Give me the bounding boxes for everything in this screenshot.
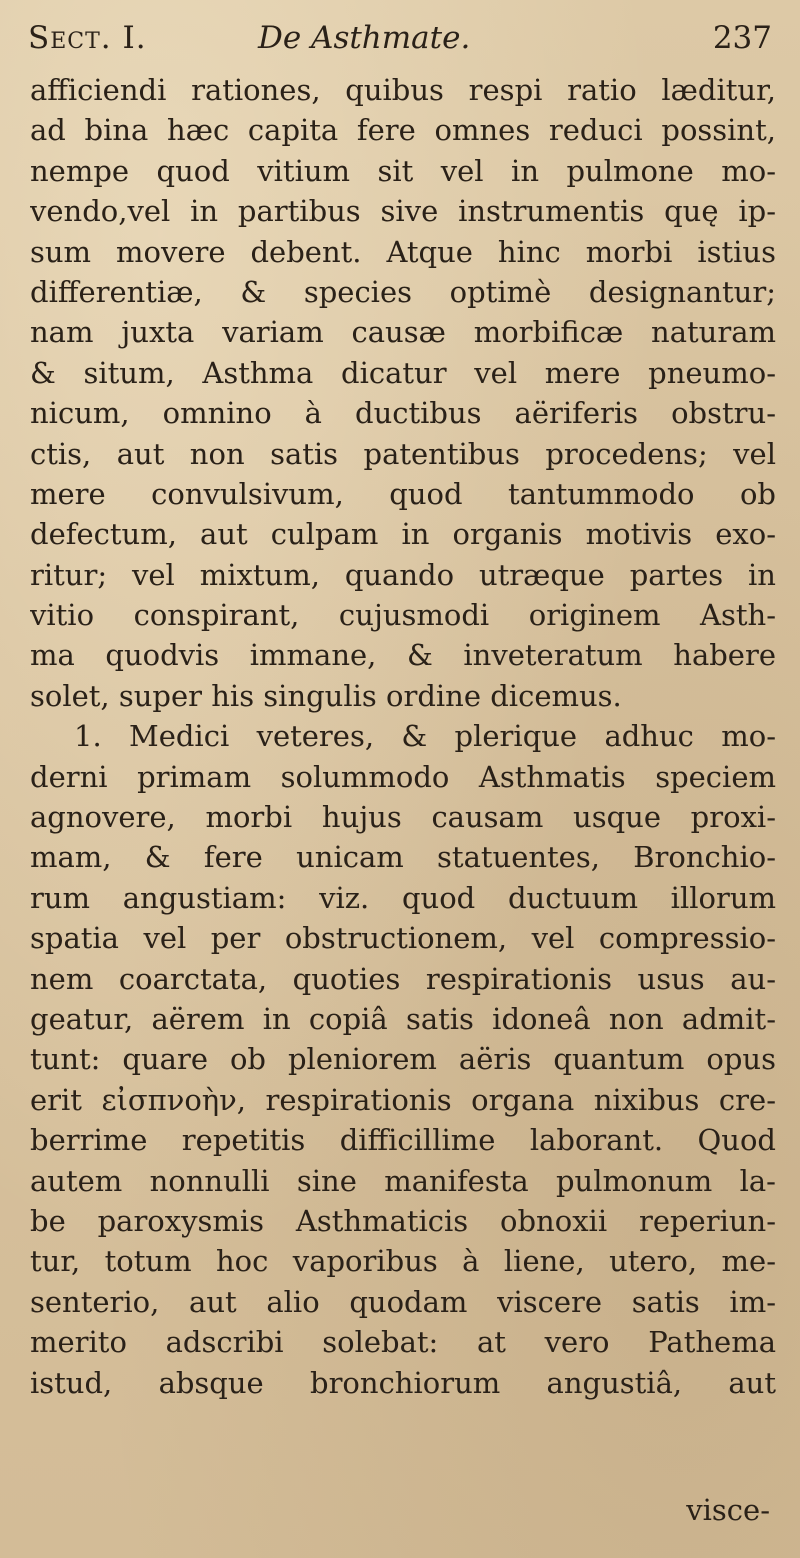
text-line: berrime repetitis difficillime laborant. Quod <box>30 1123 776 1158</box>
text-line: nem coarctata, quoties respirationis usus au- <box>30 961 776 996</box>
text-line: ad bina hæc capita fere omnes reduci possint, <box>30 113 776 148</box>
paragraph-start-line: 1. Medici veteres, & plerique adhuc mo- <box>74 719 776 754</box>
text-line: tur, totum hoc vaporibus à liene, utero, me- <box>30 1244 776 1279</box>
text-line: afficiendi rationes, quibus respi ratio læditur, <box>30 73 776 107</box>
text-line: senterio, aut alio quodam viscere satis im- <box>30 1284 776 1319</box>
text-line: agnovere, morbi hujus causam usque proxi- <box>30 800 776 835</box>
text-line: merito adscribi solebat: at vero Pathema <box>30 1325 776 1360</box>
running-head <box>28 14 772 62</box>
text-line: geatur, aërem in copiâ satis idoneâ non admit- <box>30 1001 776 1036</box>
section-label: Sect. I. <box>28 20 147 56</box>
text-line: tunt: quare ob pleniorem aëris quantum opus <box>30 1042 776 1077</box>
text-line: derni primam solummodo Asthmatis speciem <box>30 759 776 794</box>
text-line: defectum, aut culpam in organis motivis exo- <box>30 517 776 552</box>
running-title: De Asthmate. <box>258 20 471 56</box>
text-line: autem nonnulli sine manifesta pulmonum la- <box>30 1163 776 1198</box>
catchword: visce- <box>686 1493 770 1527</box>
text-line: ma quodvis immane, & inveteratum habere <box>30 638 776 673</box>
body-text <box>30 70 776 1403</box>
page-number: 237 <box>712 20 772 56</box>
text-line: & situm, Asthma dicatur vel mere pneumo- <box>30 355 776 390</box>
text-line: vendo,vel in partibus sive instrumentis quę ip- <box>30 194 776 229</box>
text-line: nempe quod vitium sit vel in pulmone mo- <box>30 153 776 188</box>
text-line: differentiæ, & species optimè designantur; <box>30 274 776 309</box>
text-line: spatia vel per obstructionem, vel compressio- <box>30 921 776 956</box>
text-line: mam, & fere unicam statuentes, Bronchio- <box>30 840 776 875</box>
text-line: istud, absque bronchiorum angustiâ, aut <box>30 1365 776 1400</box>
text-line: rum angustiam: viz. quod ductuum illorum <box>30 880 776 915</box>
text-line: be paroxysmis Asthmaticis obnoxii reperiun- <box>30 1203 776 1238</box>
text-line: nam juxta variam causæ morbificæ naturam <box>30 315 776 350</box>
text-line: mere convulsivum, quod tantummodo ob <box>30 476 776 511</box>
text-line: ctis, aut non satis patentibus procedens; vel <box>30 436 776 471</box>
text-line: vitio conspirant, cujusmodi originem Asth- <box>30 598 776 633</box>
text-line: sum movere debent. Atque hinc morbi istius <box>30 234 776 269</box>
text-line: erit εἰσπνοὴν, respirationis organa nixibus cre- <box>30 1082 776 1117</box>
text-line: nicum, omnino à ductibus aëriferis obstru- <box>30 396 776 431</box>
text-line: ritur; vel mixtum, quando utræque partes in <box>30 557 776 592</box>
text-line: solet, super his singulis ordine dicemus. <box>30 678 622 713</box>
